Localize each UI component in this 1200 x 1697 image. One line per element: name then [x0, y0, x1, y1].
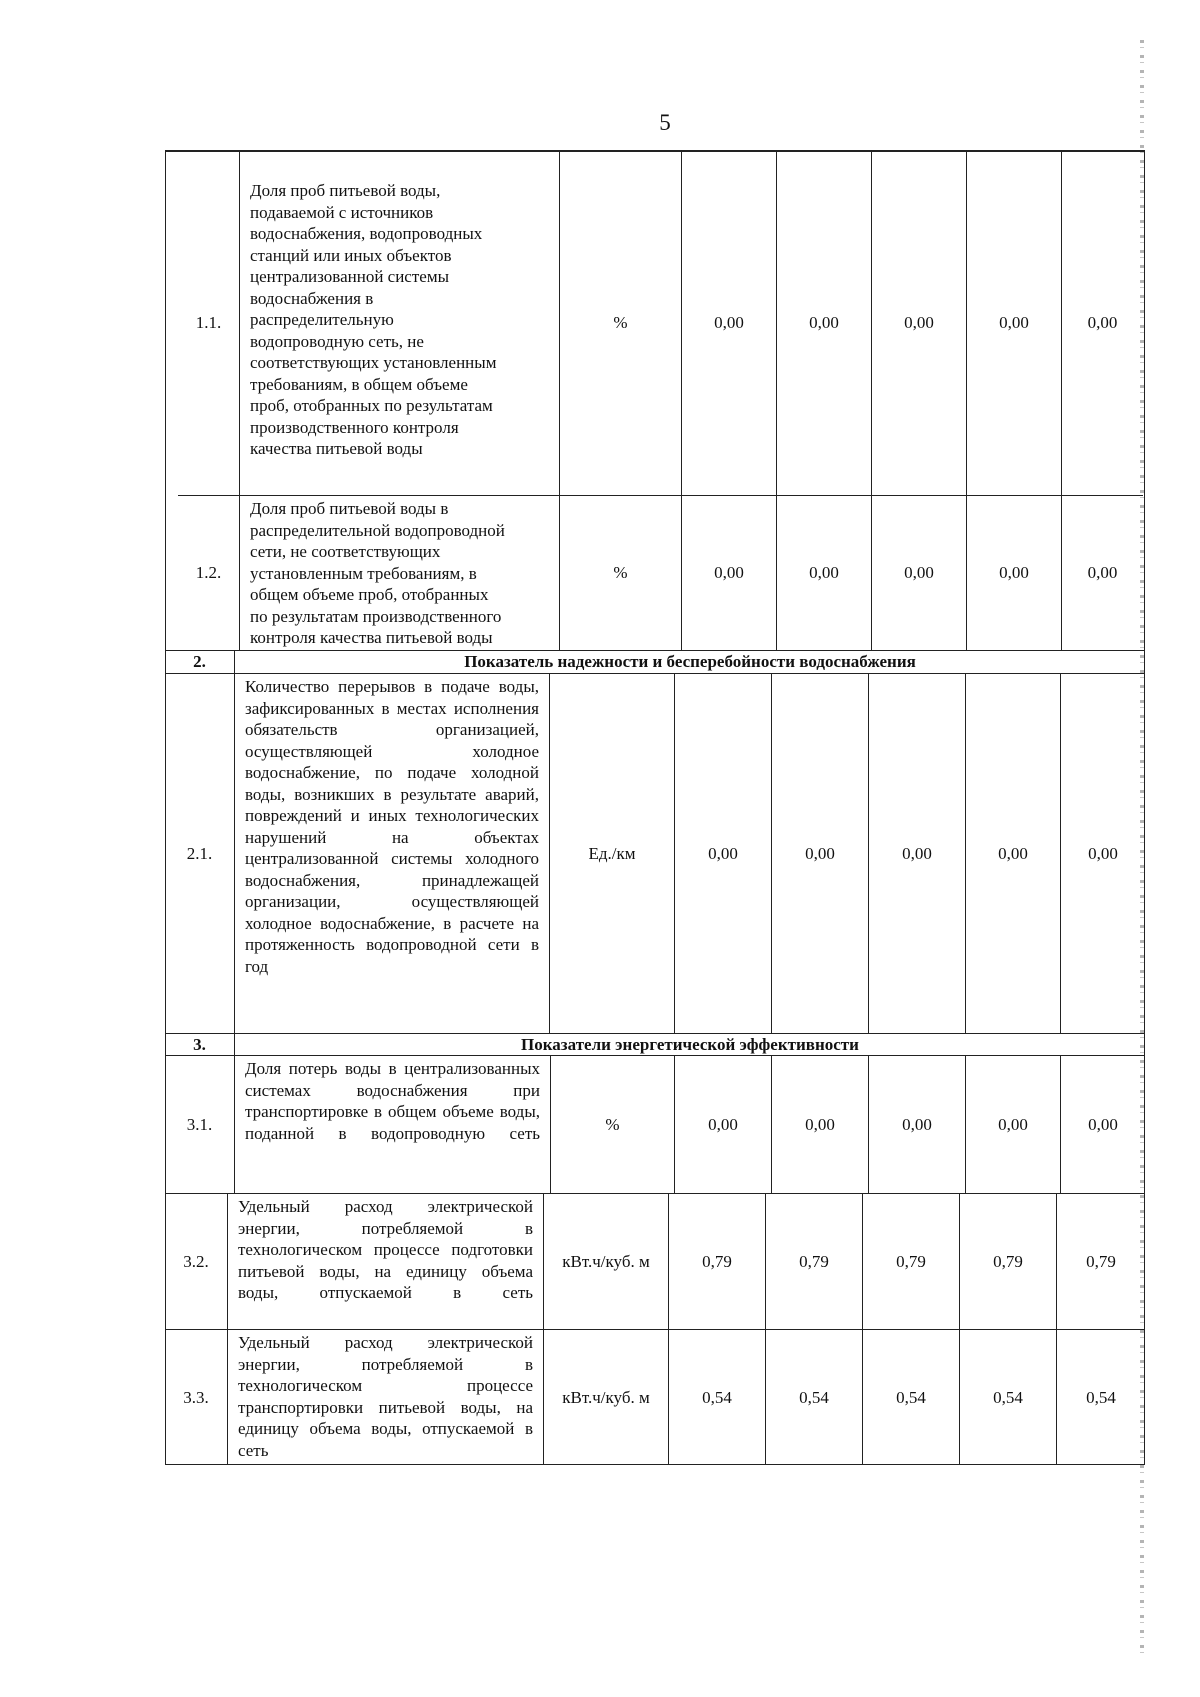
row-number: 3.3.	[165, 1330, 228, 1465]
value-cell: 0,00	[682, 496, 777, 650]
section-header-row	[165, 650, 1145, 673]
value-cell: 0,00	[967, 496, 1062, 650]
table-row	[165, 673, 1145, 1033]
value-cell: 0,00	[869, 674, 966, 1033]
value-cell: 0,00	[1087, 312, 1118, 332]
value-cell: 0,00	[675, 674, 772, 1033]
value-cell: 0,79	[766, 1194, 863, 1329]
table-row	[178, 150, 1143, 495]
table-row	[165, 1193, 1145, 1329]
row-number: 1.1.	[178, 150, 240, 495]
table-row	[165, 1055, 1145, 1193]
page-number: 5	[659, 110, 671, 135]
row-description: Удельный расход электрической энергии, потребляемой в технологическом процессе подготовки питьевой воды, на единицу объема воды, отпускаемой в сеть	[228, 1194, 544, 1329]
value-cell: 0,00	[967, 150, 1062, 495]
value-cell: 0,00	[872, 150, 967, 495]
value-cell: 0,00	[772, 674, 869, 1033]
value-cell: 0,79	[1086, 1251, 1116, 1271]
section-number: 3.	[165, 1034, 235, 1055]
value-cell: 0,00	[682, 150, 777, 495]
value-cell: 0,54	[669, 1330, 766, 1465]
table-row	[178, 495, 1143, 650]
value-cell: 0,00	[1088, 1114, 1118, 1134]
table-row	[165, 1329, 1145, 1465]
row-number: 3.1.	[165, 1056, 235, 1193]
section-title: Показатели энергетической эффективности	[521, 1034, 859, 1054]
row-number: 1.2.	[178, 496, 240, 650]
value-cell: 0,00	[1088, 843, 1118, 863]
row-unit: %	[560, 496, 682, 650]
value-cell: 0,79	[960, 1194, 1057, 1329]
section-header-row	[165, 1033, 1145, 1055]
value-cell: 0,00	[966, 674, 1061, 1033]
value-cell: 0,00	[872, 496, 967, 650]
value-cell: 0,54	[863, 1330, 960, 1465]
value-cell: 0,00	[777, 496, 872, 650]
row-description: Количество перерывов в подаче воды, зафиксированных в местах исполнения обязательств организацией, осуществляющей холодное водоснабжение, по подаче холодной воды, возникших в результате аварий, повреждений и иных технологических нарушений на объектах централизованной системы холодного водоснабжения, принадлежащей организации, осуществляющей холодное водоснабжение, в расчете на протяженность водопроводной сети в год	[235, 674, 550, 1033]
value-cell: 0,79	[669, 1194, 766, 1329]
value-cell: 0,00	[966, 1056, 1061, 1193]
row-number: 2.1.	[165, 674, 235, 1033]
row-number: 3.2.	[165, 1194, 228, 1329]
value-cell: 0,00	[772, 1056, 869, 1193]
section-number: 2.	[165, 651, 235, 673]
value-cell: 0,00	[869, 1056, 966, 1193]
value-cell: 0,00	[1087, 563, 1118, 583]
section-title: Показатель надежности и бесперебойности водоснабжения	[464, 652, 916, 672]
value-cell: 0,79	[863, 1194, 960, 1329]
value-cell: 0,54	[1086, 1387, 1116, 1407]
row-description: Удельный расход электрической энергии, потребляемой в технологическом процессе транспортировки питьевой воды, на единицу объема воды, отпускаемой в сеть	[228, 1330, 544, 1465]
row-description: Доля потерь воды в централизованных системах водоснабжения при транспортировке в общем объеме воды, поданной в водопроводную сеть	[235, 1056, 551, 1193]
row-unit: кВт.ч/куб. м	[544, 1194, 669, 1329]
row-description: Доля проб питьевой воды, подаваемой с источников водоснабжения, водопроводных станций или иных объектов централизованной системы водоснабжения в распределительную водопроводную сеть, не соответствующих установленным требованиям, в общем объеме проб, отобранных по результатам производственного контроля качества питьевой воды	[240, 150, 560, 495]
row-unit: кВт.ч/куб. м	[544, 1330, 669, 1465]
value-cell: 0,54	[960, 1330, 1057, 1465]
value-cell: 0,00	[777, 150, 872, 495]
row-unit: %	[560, 150, 682, 495]
row-unit: %	[551, 1056, 675, 1193]
value-cell: 0,54	[766, 1330, 863, 1465]
value-cell: 0,00	[675, 1056, 772, 1193]
row-description: Доля проб питьевой воды в распределительной водопроводной сети, не соответствующих установленным требованиям, в общем объеме проб, отобранных по результатам производственного контроля качества питьевой воды	[240, 496, 560, 650]
row-unit: Ед./км	[550, 674, 675, 1033]
